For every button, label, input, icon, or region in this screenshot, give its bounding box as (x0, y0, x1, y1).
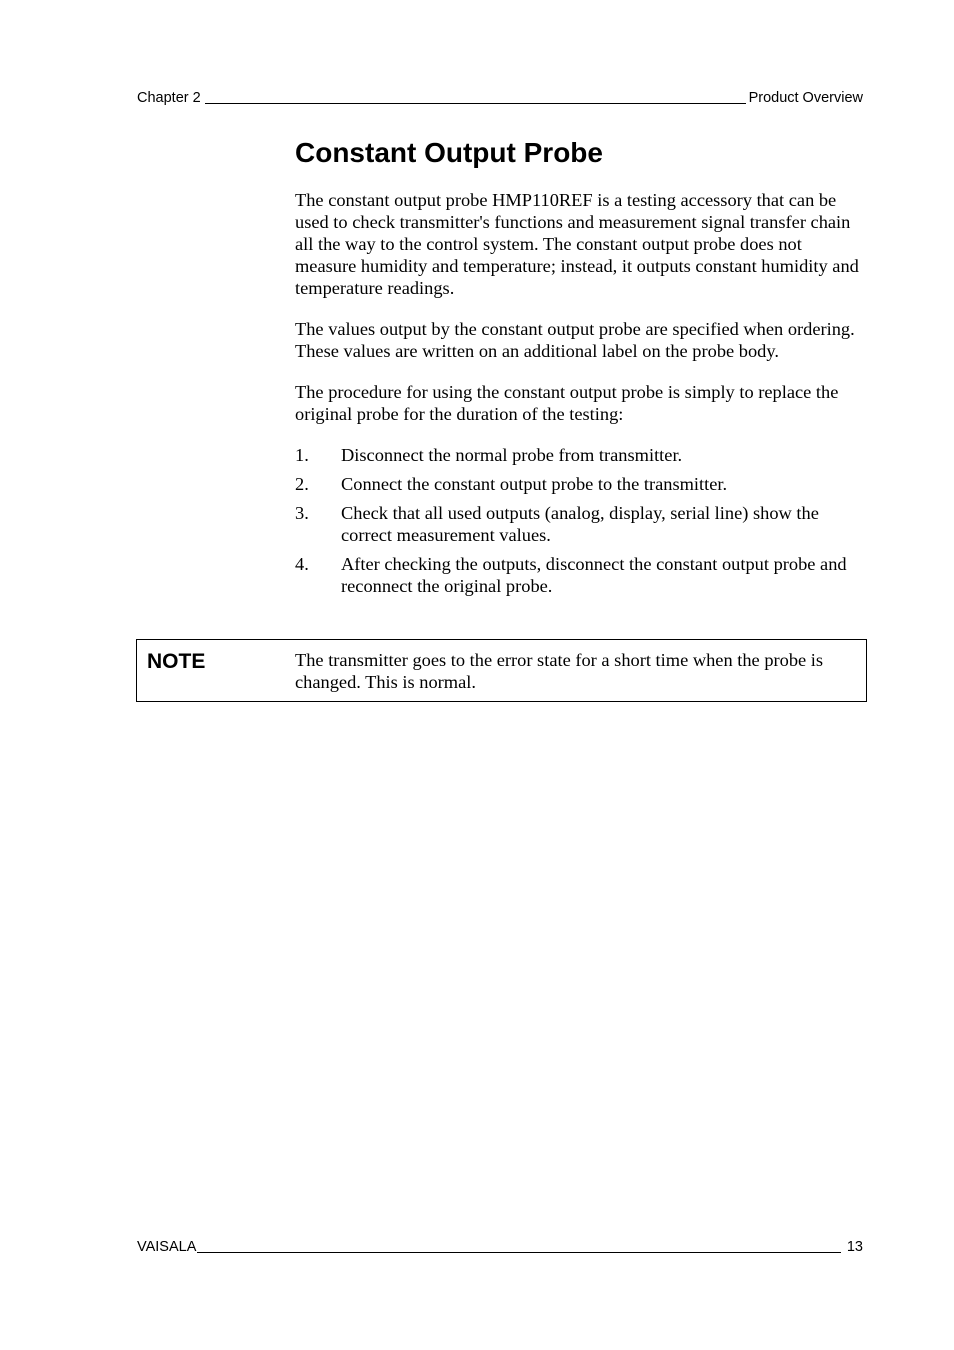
list-item (295, 444, 860, 466)
list-item (295, 553, 860, 597)
step-number: 2. (295, 474, 309, 494)
step-number: 4. (295, 554, 309, 574)
paragraph: The constant output probe HMP110REF is a testing accessory that can be used to check transmitter's functions and measurement signal transfer chain all the way to the control system. The constant output probe does not measure humidity and temperature; instead, it outputs constant humidity and temperature readings. (295, 190, 859, 298)
step-text: Connect the constant output probe to the transmitter. (341, 474, 728, 494)
note-text: The transmitter goes to the error state for a short time when the probe is changed. This is normal. (295, 650, 824, 692)
chapter-title: Product Overview (748, 90, 863, 106)
procedure-steps (295, 444, 860, 597)
company-name: VAISALA (137, 1239, 197, 1255)
paragraph: The values output by the constant output probe are specified when ordering. These values are written on an additional label on the probe body. (295, 319, 855, 361)
step-number: 3. (295, 503, 309, 523)
page-footer (137, 1239, 863, 1256)
paragraph: The procedure for using the constant output probe is simply to replace the original probe for the duration of the testing: (295, 382, 839, 424)
footer-rule (197, 1252, 840, 1253)
step-number: 1. (295, 445, 309, 465)
note-box (136, 639, 867, 702)
header-rule (205, 103, 746, 104)
step-text: Check that all used outputs (analog, display, serial line) show the correct measurement values. (341, 503, 819, 545)
page-header (137, 90, 863, 107)
main-content (295, 136, 860, 604)
note-label: NOTE (147, 650, 206, 673)
page-number: 13 (846, 1239, 863, 1255)
list-item (295, 502, 860, 546)
step-text: After checking the outputs, disconnect the constant output probe and reconnect the original probe. (341, 554, 847, 596)
chapter-label: Chapter 2 (137, 90, 201, 106)
step-text: Disconnect the normal probe from transmitter. (341, 445, 683, 465)
section-title: Constant Output Probe (295, 137, 603, 168)
list-item (295, 473, 860, 495)
